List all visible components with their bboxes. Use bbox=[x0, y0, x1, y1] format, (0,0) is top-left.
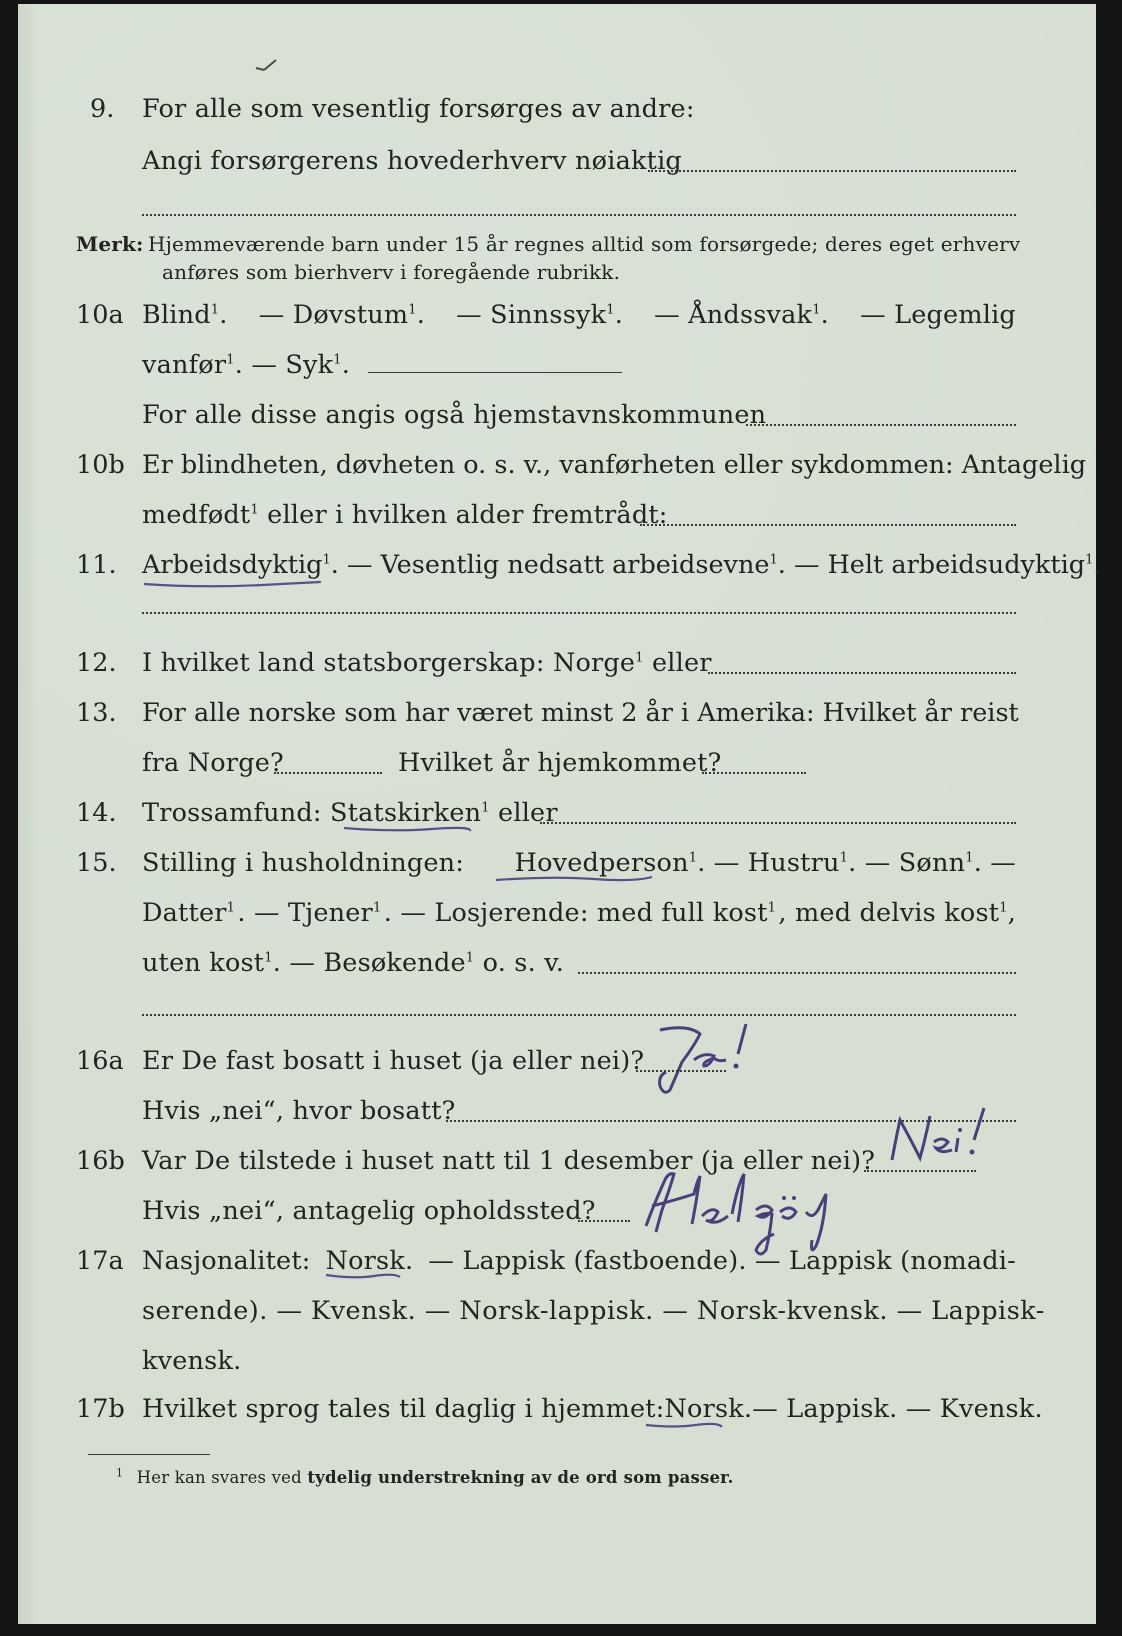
q17a-options[interactable]: — Lappisk (fastboende). — Lappisk (nomadi- bbox=[428, 1246, 1016, 1276]
q13-line1: For alle norske som har været minst 2 år i Amerika: Hvilket år reist bbox=[142, 698, 1019, 728]
q16b-line1: Var De tilstede i huset natt til 1 desember (ja eller nei)? bbox=[142, 1146, 876, 1176]
option-nedsatt[interactable]: . — Vesentlig nedsatt arbeidsevne bbox=[330, 550, 770, 580]
footnote-ref: 1 bbox=[999, 900, 1008, 916]
option-norge[interactable]: Norge bbox=[552, 648, 636, 678]
option-statskirken[interactable]: Statskirken bbox=[330, 798, 482, 828]
option-dovstum[interactable]: — Døvstum bbox=[258, 300, 409, 330]
q17b-number: 17b bbox=[76, 1394, 125, 1424]
q12-eller: eller bbox=[652, 648, 712, 678]
handwritten-ja bbox=[630, 1016, 770, 1098]
q16a-answer-line[interactable] bbox=[636, 1070, 726, 1072]
option-full-kost[interactable]: . — Losjerende: med full kost$^1$ bbox=[383, 898, 777, 928]
q9-number: 9. bbox=[90, 94, 115, 124]
footnote-ref: 1 bbox=[635, 650, 644, 666]
footnote-ref: 1 bbox=[408, 302, 417, 318]
q17a-number: 17a bbox=[76, 1246, 124, 1276]
q9-answer-line[interactable] bbox=[648, 170, 1016, 172]
footnote-ref: 1 bbox=[1085, 552, 1094, 568]
q12-question: I hvilket land statsborgerskap: bbox=[142, 648, 545, 678]
footnote-ref: 1 bbox=[372, 900, 382, 916]
footnote-text-b: tydelig understrekning av de ord som passer. bbox=[307, 1468, 734, 1487]
option-tjener[interactable]: . — Tjener$^1$ bbox=[237, 898, 382, 928]
footnote-ref: 1 bbox=[769, 552, 778, 568]
q9-answer-line-2[interactable] bbox=[142, 214, 1016, 216]
footnote-ref: 1 bbox=[264, 950, 273, 966]
q13-hjemkommet-line[interactable] bbox=[702, 772, 806, 774]
q10a-number: 10a bbox=[76, 300, 124, 330]
q15-answer-line[interactable] bbox=[578, 972, 1016, 974]
q16b-number: 16b bbox=[76, 1146, 125, 1176]
footnote-ref: 1 bbox=[812, 302, 821, 318]
q13-reist-line[interactable] bbox=[274, 772, 382, 774]
q13-number: 13. bbox=[76, 698, 117, 728]
q12-answer-line[interactable] bbox=[708, 672, 1016, 674]
tick-mark bbox=[254, 56, 284, 76]
footnote-ref: 1 bbox=[465, 950, 475, 966]
q14-question: Trossamfund: bbox=[142, 798, 322, 828]
q15-question: Stilling i husholdningen: bbox=[142, 848, 465, 878]
q10a-line1: Blind$^1$. — Døvstum$^1$. — Sinnssyk$^1$. — Åndssvak$^1$. — Legemlig bbox=[142, 300, 1016, 330]
q15-number: 15. bbox=[76, 848, 117, 878]
option-legemlig[interactable]: — Legemlig bbox=[860, 300, 1016, 330]
merk-label: Merk: bbox=[76, 232, 144, 256]
handwritten-nei bbox=[870, 1102, 1000, 1174]
q15-answer-line-2[interactable] bbox=[142, 1014, 1016, 1016]
q10a-line2: vanfør$^1$. — Syk$^1$. bbox=[142, 350, 351, 380]
option-blind[interactable]: Blind bbox=[142, 300, 211, 330]
q12-number: 12. bbox=[76, 648, 117, 678]
footnote-ref: 1 bbox=[333, 352, 342, 368]
q10a-line3: For alle disse angis også hjemstavnskommunen bbox=[142, 400, 767, 430]
footnote-ref: 1 bbox=[210, 302, 220, 318]
footnote-ref: 1 bbox=[481, 800, 490, 816]
footnote-ref: 1 bbox=[322, 552, 331, 568]
q16b-line2: Hvis „nei“, antagelig opholdssted? bbox=[142, 1196, 596, 1226]
q10a-municipality-line[interactable] bbox=[746, 424, 1016, 426]
q10b-line2 bbox=[142, 500, 668, 530]
footnote bbox=[116, 1468, 734, 1487]
option-norsk-sprog[interactable]: Norsk. bbox=[664, 1394, 753, 1424]
underline-statskirken bbox=[342, 822, 472, 836]
q17a-line1 bbox=[142, 1246, 1016, 1276]
option-hustru[interactable]: . — Hustru bbox=[697, 848, 840, 878]
underline-hovedperson bbox=[494, 872, 654, 886]
footnote-ref: 1 bbox=[250, 502, 259, 518]
option-hovedperson[interactable]: Hovedperson bbox=[514, 848, 689, 878]
q16b-answer-line[interactable] bbox=[864, 1170, 976, 1172]
q15-line2 bbox=[142, 898, 1016, 928]
merk-line1: Hjemmeværende barn under 15 år regnes alltid som forsørgede; deres eget erhverv bbox=[148, 232, 1021, 256]
footnote-mark: 1 bbox=[116, 1466, 124, 1480]
q11-answer-line[interactable] bbox=[142, 612, 1016, 614]
option-norsk[interactable]: Norsk. bbox=[325, 1246, 414, 1276]
q16b-place-line[interactable] bbox=[578, 1220, 630, 1222]
option-arbeidsdyktig[interactable]: Arbeidsdyktig bbox=[142, 550, 323, 580]
option-delvis-kost[interactable]: , med delvis kost$^1$, bbox=[778, 898, 1016, 928]
option-datter[interactable]: Datter$^1$ bbox=[142, 898, 236, 928]
footnote-text-a: Her kan svares ved bbox=[136, 1468, 302, 1487]
q17b-line bbox=[142, 1394, 1043, 1424]
q10b-line1: Er blindheten, døvheten o. s. v., vanførheten eller sykdommen: Antagelig bbox=[142, 450, 1087, 480]
option-uten-kost[interactable]: uten kost bbox=[142, 948, 265, 978]
footnote-ref: 1 bbox=[767, 900, 777, 916]
q10b-answer-line[interactable] bbox=[640, 524, 1016, 526]
footnote-ref: 1 bbox=[688, 850, 698, 866]
q9-line1: For alle som vesentlig forsørges av andre: bbox=[142, 94, 695, 124]
q13-reist: fra Norge? bbox=[142, 748, 284, 778]
option-sinnssyk[interactable]: — Sinnssyk bbox=[456, 300, 607, 330]
q17a-line3: kvensk. bbox=[142, 1346, 242, 1376]
option-besokende[interactable]: . — Besøkende bbox=[272, 948, 466, 978]
census-form-page bbox=[18, 4, 1102, 1624]
q16a-line2: Hvis „nei“, hvor bosatt? bbox=[142, 1096, 456, 1126]
q17a-question: Nasjonalitet: bbox=[142, 1246, 311, 1276]
q10b-number: 10b bbox=[76, 450, 125, 480]
q9-line2: Angi forsørgerens hovederhverv nøiaktig bbox=[142, 146, 682, 176]
q17a-line2: serende). — Kvensk. — Norsk-lappisk. — Norsk-kvensk. — Lappisk- bbox=[142, 1296, 1045, 1326]
option-andssvak[interactable]: — Åndssvak bbox=[654, 300, 813, 330]
q13-hjemkommet: Hvilket år hjemkommet? bbox=[398, 748, 722, 778]
q16a-number: 16a bbox=[76, 1046, 124, 1076]
underline-norsk-17a bbox=[324, 1270, 402, 1282]
underline-norsk-17b bbox=[644, 1420, 724, 1432]
q10b-age-question: eller i hvilken alder fremtrådt: bbox=[267, 500, 668, 530]
dash: . — bbox=[973, 848, 1016, 878]
q11-number: 11. bbox=[76, 550, 117, 580]
option-udyktig[interactable]: . — Helt arbeidsudyktig bbox=[777, 550, 1086, 580]
punctuation: . bbox=[1093, 550, 1102, 580]
footnote-ref: 1 bbox=[606, 302, 615, 318]
footnote-separator bbox=[88, 1454, 210, 1455]
footnote-ref: 1 bbox=[226, 352, 235, 368]
q17b-options[interactable]: — Lappisk. — Kvensk. bbox=[752, 1394, 1043, 1424]
q14-answer-line[interactable] bbox=[540, 822, 1016, 824]
q12-line bbox=[142, 648, 712, 678]
q10a-answer-line[interactable] bbox=[368, 372, 622, 373]
footnote-ref: 1 bbox=[839, 850, 849, 866]
q14-number: 14. bbox=[76, 798, 117, 828]
option-sonn[interactable]: . — Sønn bbox=[848, 848, 966, 878]
option-syk[interactable]: — Syk bbox=[251, 350, 334, 380]
q16a-line1: Er De fast bosatt i huset (ja eller nei)? bbox=[142, 1046, 645, 1076]
merk-line2: anføres som bierhverv i foregående rubrikk. bbox=[162, 260, 621, 284]
q15-line3 bbox=[142, 948, 564, 978]
footnote-ref: 1 bbox=[965, 850, 974, 866]
option-vanfor[interactable]: vanfør bbox=[142, 350, 227, 380]
q17b-question: Hvilket sprog tales til daglig i hjemmet: bbox=[142, 1394, 665, 1424]
option-medfodt[interactable]: medfødt bbox=[142, 500, 251, 530]
footnote-ref: 1 bbox=[226, 900, 236, 916]
q15-osv: o. s. v. bbox=[482, 948, 565, 978]
q14-eller: eller bbox=[498, 798, 558, 828]
underline-arbeidsdyktig bbox=[142, 576, 322, 590]
